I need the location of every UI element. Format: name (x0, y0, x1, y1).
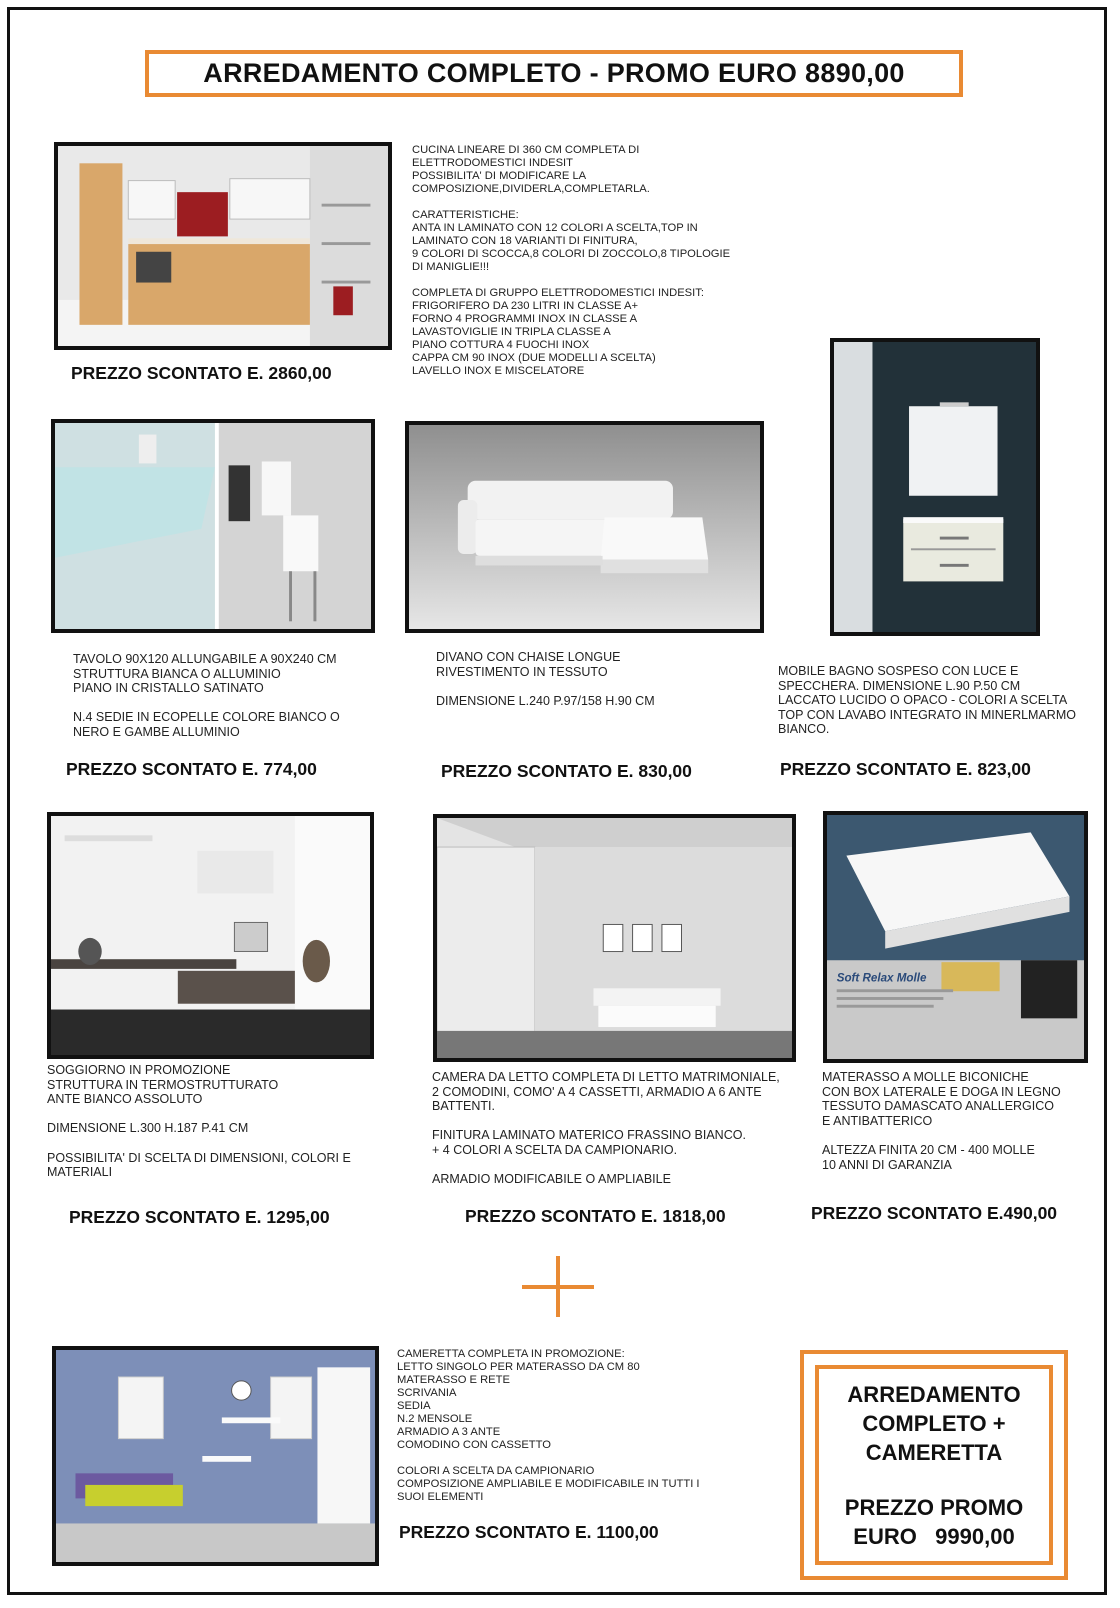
promo-line-1: ARREDAMENTO (847, 1381, 1021, 1407)
bathroom-description: MOBILE BAGNO SOSPESO CON LUCE E SPECCHERA. DIMENSIONE L.90 P.50 CM LACCATO LUCIDO O OPACO - COLORI A SCELTA TOP CON LAVABO INTEGRATO IN MINERLMARMO BIANCO. (778, 664, 1076, 737)
promo-line-3: CAMERETTA (865, 1439, 1003, 1465)
kids-price: PREZZO SCONTATO E. 1100,00 (399, 1522, 659, 1542)
promo-line-4: PREZZO PROMO (844, 1494, 1024, 1520)
kitchen-price: PREZZO SCONTATO E. 2860,00 (71, 363, 332, 383)
bathroom-price: PREZZO SCONTATO E. 823,00 (780, 759, 1031, 779)
mattress-price: PREZZO SCONTATO E.490,00 (811, 1203, 1058, 1223)
promo-line-2: COMPLETO + (862, 1410, 1006, 1436)
table-description: TAVOLO 90X120 ALLUNGABILE A 90X240 CM STRUTTURA BIANCA O ALLUMINIO PIANO IN CRISTALLO SATINATO N.4 SEDIE IN ECOPELLE COLORE BIANCO O NERO E GAMBE ALLUMINIO (73, 652, 340, 739)
total-promo-inner (815, 1365, 1053, 1565)
table-price: PREZZO SCONTATO E. 774,00 (66, 759, 317, 779)
mattress-description: MATERASSO A MOLLE BICONICHE CON BOX LATERALE E DOGA IN LEGNO TESSUTO DAMASCATO ANALLERGICO E ANTIBATTERICO ALTEZZA FINITA 20 CM - 400 MOLLE 10 ANNI DI GARANZIA (822, 1070, 1061, 1172)
kitchen-description: CUCINA LINEARE DI 360 CM COMPLETA DI ELETTRODOMESTICI INDESIT POSSIBILITA' DI MODIFICARE LA COMPOSIZIONE,DIVIDERLA,COMPLETARLA. CARATTERISTICHE: ANTA IN LAMINATO CON 12 COLORI A SCELTA,TOP IN LAMINATO CON 18 VARIANTI DI FINITURA, 9 COLORI DI SCOCCA,8 COLORI DI ZOCCOLO,8 TIPOLOGIE DI MANIGLIE!!! COMPLETA DI GRUPPO ELETTRODOMESTICI INDESIT: FRIGORIFERO DA 230 LITRI IN CLASSE A+ FORNO 4 PROGRAMMI INOX IN CLASSE A LAVASTOVIGLIE IN TRIPLA CLASSE A PIANO COTTURA 4 FUOCHI INOX CAPPA CM 90 INOX (DUE MODELLI A SCELTA) LAVELLO INOX E MISCELATORE (412, 144, 731, 377)
kids-room-photo (52, 1346, 379, 1566)
bathroom-cabinet-photo (830, 338, 1040, 636)
page-title: ARREDAMENTO COMPLETO - PROMO EURO 8890,00 (203, 58, 905, 88)
kitchen-photo (54, 142, 392, 350)
kids-description: CAMERETTA COMPLETA IN PROMOZIONE: LETTO SINGOLO PER MATERASSO DA CM 80 MATERASSO E RETE SCRIVANIA SEDIA N.2 MENSOLE ARMADIO A 3 ANTE COMODINO CON CASSETTO COLORI A SCELTA DA CAMPIONARIO COMPOSIZIONE AMPLIABILE E MODIFICABILE IN TUTTI I SUOI ELEMENTI (397, 1348, 700, 1503)
bedroom-price: PREZZO SCONTATO E. 1818,00 (465, 1206, 726, 1226)
sofa-price: PREZZO SCONTATO E. 830,00 (441, 761, 692, 781)
living-price: PREZZO SCONTATO E. 1295,00 (69, 1207, 330, 1227)
total-promo-box (800, 1350, 1068, 1580)
mattress-photo (823, 811, 1088, 1063)
table-chairs-photo (51, 419, 375, 633)
title-banner (145, 50, 963, 97)
sofa-photo (405, 421, 764, 633)
bedroom-description: CAMERA DA LETTO COMPLETA DI LETTO MATRIMONIALE, 2 COMODINI, COMO' A 4 CASSETTI, ARMADIO A 6 ANTE BATTENTI. FINITURA LAMINATO MATERICO FRASSINO BIANCO. + 4 COLORI A SCELTA DA CAMPIONARIO. ARMADIO MODIFICABILE O AMPLIABILE (432, 1070, 780, 1187)
promo-line-5: EURO 9990,00 (853, 1523, 1015, 1549)
living-description: SOGGIORNO IN PROMOZIONE STRUTTURA IN TERMOSTRUTTURATO ANTE BIANCO ASSOLUTO DIMENSIONE L.300 H.187 P.41 CM POSSIBILITA' DI SCELTA DI DIMENSIONI, COLORI E MATERIALI (47, 1063, 351, 1180)
bedroom-photo (433, 814, 796, 1062)
mattress-brand-text: Soft Relax Molle (836, 971, 927, 985)
living-room-photo (47, 812, 374, 1059)
sofa-description: DIVANO CON CHAISE LONGUE RIVESTIMENTO IN TESSUTO DIMENSIONE L.240 P.97/158 H.90 CM (436, 650, 655, 708)
plus-icon-vertical (556, 1256, 560, 1317)
